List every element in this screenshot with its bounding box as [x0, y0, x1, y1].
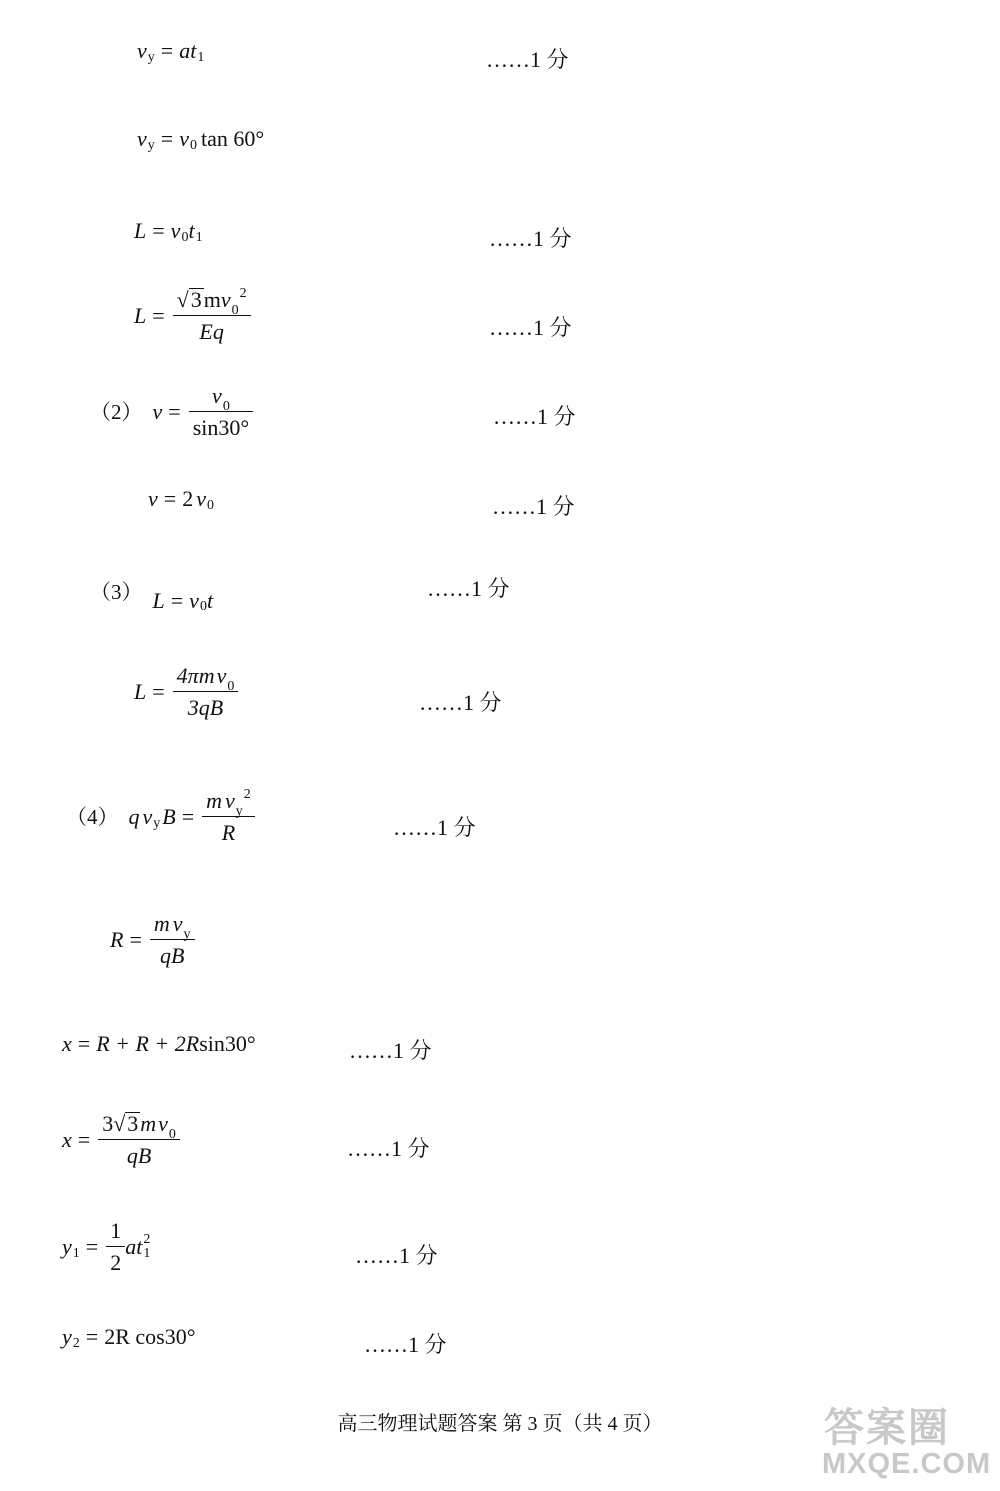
- fraction-numerator: 1: [110, 1218, 122, 1243]
- score-mark: ……1 分: [349, 1038, 432, 1063]
- fraction-numerator: [150, 911, 195, 942]
- score-mark: ……1 分: [493, 404, 576, 429]
- score-mark: ……1 分: [419, 690, 502, 715]
- eq-term: m: [206, 788, 223, 813]
- score-mark: ……1 分: [355, 1243, 438, 1268]
- sqrt-radicand: 3: [190, 287, 202, 312]
- sqrt-radicand: 3: [127, 1111, 139, 1136]
- equation-lorentz-force: [66, 787, 255, 845]
- eq-term: v: [148, 486, 158, 511]
- eq-term: L: [134, 679, 147, 704]
- eq-term: R: [185, 1031, 200, 1056]
- part-label: （2）: [90, 399, 143, 424]
- eq-term: tan 60°: [200, 126, 265, 151]
- eq-term: 2: [182, 486, 194, 511]
- eq-subscript: y: [183, 927, 191, 942]
- eq-term: v: [220, 287, 231, 312]
- equation-L-v0t: [90, 572, 213, 612]
- eq-operator: =: [77, 1126, 91, 1152]
- eq-term: 2R cos30°: [104, 1324, 196, 1349]
- fraction-numerator: [208, 383, 234, 414]
- sqrt-symbol: √ 3: [113, 1111, 139, 1136]
- watermark-bottom-text: MXQE.COM: [822, 1448, 992, 1480]
- equation-vy-at1: [137, 38, 205, 65]
- eq-subscript: 1: [195, 230, 203, 245]
- eq-operator: =: [152, 679, 165, 704]
- eq-term: v: [152, 399, 163, 424]
- eq-term: v: [225, 788, 235, 813]
- equation-y2: [62, 1324, 196, 1351]
- eq-term: t: [206, 588, 214, 613]
- equation-R-radius: [110, 913, 195, 967]
- part-label: （4）: [66, 804, 119, 829]
- eq-subscript: 1: [197, 50, 205, 65]
- score-mark: ……1 分: [489, 226, 572, 251]
- eq-term: y: [62, 1324, 72, 1349]
- eq-term: x: [62, 1031, 72, 1056]
- part-label: （3）: [90, 579, 143, 604]
- equation-y1: [62, 1220, 150, 1274]
- eq-operator: =: [181, 804, 195, 829]
- fraction-denominator: 2: [106, 1246, 125, 1274]
- eq-term: R + R + 2: [96, 1031, 186, 1056]
- eq-fraction: [202, 787, 255, 845]
- eq-subscript: 0: [168, 1127, 176, 1142]
- eq-fraction: [189, 385, 253, 439]
- eq-operator: =: [77, 1031, 91, 1056]
- eq-subscript: y: [235, 804, 243, 819]
- eq-term: L: [134, 218, 147, 243]
- score-mark: ……1 分: [489, 315, 572, 340]
- equation-L-4pi: [134, 665, 238, 719]
- fraction-denominator: 3qB: [173, 691, 239, 719]
- eq-subscript: 0: [231, 303, 239, 318]
- eq-subscript: y: [153, 816, 161, 831]
- eq-term: v: [158, 1111, 168, 1136]
- eq-term: v: [179, 126, 189, 151]
- eq-operator: =: [160, 38, 174, 63]
- watermark-top-text: 答案圈: [824, 1406, 950, 1450]
- eq-subscript: 0: [227, 679, 235, 694]
- eq-operator: =: [168, 399, 181, 424]
- eq-term: L: [134, 302, 147, 328]
- eq-term: 3: [102, 1111, 114, 1136]
- eq-subscript: y: [147, 50, 155, 65]
- eq-term: v: [142, 804, 153, 829]
- eq-subscript: 0: [181, 230, 189, 245]
- score-mark: ……1 分: [492, 494, 575, 519]
- score-mark: ……1 分: [486, 47, 569, 72]
- eq-term: v: [212, 383, 222, 408]
- equation-v-sin30: [90, 385, 253, 439]
- eq-term: m: [140, 1111, 157, 1136]
- eq-fraction: [98, 1112, 180, 1167]
- eq-operator: =: [160, 126, 174, 151]
- equation-x-sum: [62, 1033, 256, 1055]
- eq-script-stack: [142, 1233, 150, 1261]
- eq-term: R: [110, 927, 124, 952]
- fraction-numerator: [173, 286, 251, 318]
- eq-term: at: [179, 38, 197, 63]
- score-mark: ……1 分: [364, 1332, 447, 1357]
- eq-operator: =: [152, 302, 165, 328]
- eq-term: sin30°: [199, 1031, 256, 1056]
- eq-subscript: 0: [189, 138, 197, 153]
- fraction-denominator: sin30°: [189, 411, 253, 439]
- page-footer: 高三物理试题答案 第 3 页（共 4 页）: [337, 1413, 663, 1435]
- eq-operator: =: [152, 218, 165, 243]
- equation-x-fraction: [62, 1112, 180, 1167]
- fraction-numerator: [98, 1111, 180, 1142]
- fraction-denominator: qB: [150, 939, 195, 967]
- eq-term: m: [153, 911, 170, 936]
- score-mark: ……1 分: [393, 815, 476, 840]
- eq-term: v: [216, 663, 227, 688]
- eq-operator: =: [163, 486, 177, 511]
- equation-L-fraction-Eq: [134, 288, 251, 343]
- score-mark: ……1 分: [427, 576, 510, 601]
- eq-subscript: y: [147, 138, 155, 153]
- eq-superscript: 2: [239, 286, 247, 301]
- score-mark: ……1 分: [347, 1136, 430, 1161]
- eq-subscript: 1: [143, 1246, 151, 1261]
- eq-subscript: 2: [72, 1336, 80, 1351]
- eq-term: t: [188, 218, 195, 243]
- eq-subscript: 0: [222, 399, 230, 414]
- eq-subscript: 0: [199, 599, 207, 614]
- eq-fraction: [173, 288, 251, 343]
- fraction-numerator: [173, 663, 239, 694]
- eq-term: q: [128, 804, 140, 829]
- equation-L-v0t1: [134, 218, 203, 245]
- watermark-logo: [818, 1396, 996, 1486]
- equation-vy-tan60: [137, 126, 265, 153]
- eq-operator: =: [170, 588, 184, 613]
- eq-fraction: [173, 665, 239, 719]
- eq-fraction: [150, 913, 195, 967]
- sqrt-symbol: √ 3: [176, 287, 202, 312]
- eq-fraction: [106, 1220, 125, 1274]
- eq-term: v: [189, 588, 199, 613]
- fraction-numerator: [202, 787, 255, 819]
- eq-term: m: [203, 287, 221, 312]
- fraction-denominator: R: [202, 816, 255, 844]
- eq-term: 4πm: [176, 663, 215, 688]
- eq-subscript: 0: [206, 498, 214, 513]
- eq-term: v: [172, 911, 183, 936]
- eq-superscript: 2: [143, 1232, 151, 1247]
- eq-operator: =: [85, 1234, 99, 1259]
- fraction-denominator: qB: [98, 1139, 180, 1167]
- eq-operator: =: [129, 927, 142, 952]
- eq-term: L: [152, 588, 165, 613]
- eq-term: x: [62, 1126, 72, 1152]
- eq-superscript: 2: [243, 787, 251, 802]
- eq-term: v: [137, 38, 147, 63]
- eq-term: y: [62, 1234, 72, 1259]
- eq-term: B: [162, 804, 176, 829]
- eq-term: v: [137, 126, 147, 151]
- fraction-denominator: Eq: [173, 315, 251, 343]
- eq-term: at: [125, 1234, 143, 1259]
- eq-term: v: [196, 486, 206, 511]
- equation-v-2v0: [148, 486, 214, 513]
- eq-operator: =: [85, 1324, 99, 1349]
- eq-subscript: 1: [72, 1246, 80, 1261]
- eq-term: v: [170, 218, 181, 243]
